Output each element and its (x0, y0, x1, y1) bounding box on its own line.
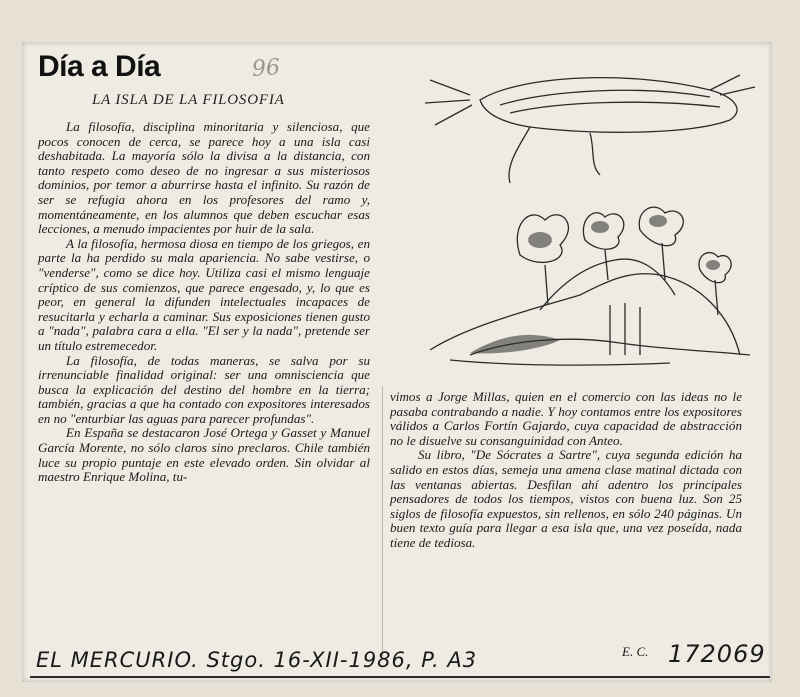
section-title: Día a Día (38, 50, 161, 83)
handwritten-archive-number: 172069 (668, 640, 766, 668)
island-whale-illustration (410, 55, 770, 385)
paragraph: En España se destacaron José Ortega y Gasset y Manuel García Morente, no sólo claros sino preclaros. Chile también luce su propio puntaje en este elevado orden. Sin olvidar al maestro Enrique Molina, tu- (38, 425, 370, 485)
handwritten-source-note: EL MERCURIO. Stgo. 16-XII-1986, P. A3 (36, 648, 478, 672)
handwritten-margin-note: 96 (251, 55, 281, 82)
column-divider (382, 386, 383, 656)
headline: LA ISLA DE LA FILOSOFIA (92, 92, 285, 108)
article-column-1 (38, 120, 370, 485)
paragraph: La filosofía, disciplina minoritaria y silenciosa, que pocos conocen de cerca, se parece hoy a una isla casi deshabitada. La mayoría sólo la divisa a la distancia, con tanto respeto como deseo de no ingresar a sus misteriosos dominios, por temor a aburrirse hasta el infinito. Su razón de ser se refugia ahora en los profesores del ramo y, momentáneamente, en los alumnos que deben escuchar esas lecciones, a menudo impacientes por huir de la sala. (38, 119, 370, 237)
paragraph: vimos a Jorge Millas, quien en el comercio con las ideas no le pasaba contrabando a nadie. Y hoy contamos entre los expositores válidos a Carlos Fortín Gajardo, cuya capacidad de abstracción no le disuelve su consanguinidad con Anteo. (390, 389, 742, 448)
paragraph: La filosofía, de todas maneras, se salva por su irrenunciable finalidad original: ser una omnisciencia que busca la explicación del destino del hombre en la tierra; también, gracias a que ha contado con expositores interesados en no "enturbiar las aguas para parecer profundas". (38, 352, 370, 426)
article-column-2 (390, 390, 742, 551)
author-signature: E. C. (622, 644, 649, 659)
paragraph: Su libro, "De Sócrates a Sartre", cuya segunda edición ha salido en estos días, semeja una amena clase matinal dictada con las ventanas abiertas. Desfilan ahí adentro los principales pensadores de todos los tiempos, vistos con buena luz. Son 25 siglos de filosofía expuestos, sin rellenos, en sólo 240 páginas. Un buen texto guía para llegar a esa isla que, una vez poseída, nada tiene de tediosa. (390, 447, 742, 550)
footer-underline (30, 676, 770, 678)
paragraph: A la filosofía, hermosa diosa en tiempo de los griegos, en parte la ha perdido su mala apariencia. No sabe vestirse, o "venderse", como se dice hoy. Utiliza casi el mismo lenguaje críptico de sus comienzos, que parece engesado, y, lo que es peor, en general la difunden intelectuales incapaces de resucitarla y echarla a caminar. Sus exposiciones tienen gusto a "nada", palabra cara a ella. "El ser y la nada", pretende ser un título estremecedor. (38, 235, 370, 353)
